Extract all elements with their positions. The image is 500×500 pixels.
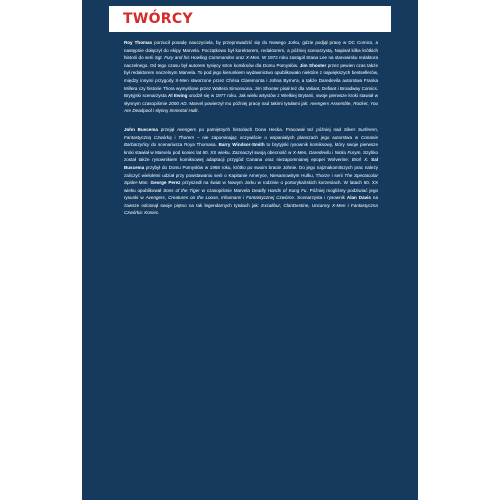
text-run: i (171, 134, 179, 140)
text-run: i (345, 202, 351, 208)
creator-name: Sal Buscema (124, 157, 378, 170)
creators-text (124, 39, 378, 217)
title-ref: Nicku Furym (334, 149, 361, 155)
title-ref: ClanDestine (283, 202, 309, 208)
text-run: . Później mogliśmy podziwiać jego rysunki w (124, 187, 379, 201)
text-run: i (330, 149, 335, 155)
text-run: – nie zapominając oczywiście o wspaniałych planszach jego autorstwa w (194, 134, 362, 140)
text-run: to brytyjski rysownik komiksowy, który swoje pierwsze kroki stawiał w Marvelu pod koniec lat 60. XX wieku. Zaznaczył swoją obecność w (124, 142, 378, 155)
title-ref: 2000 AD (168, 100, 187, 106)
text-run: i (241, 195, 247, 201)
title-ref: Uncanny X-Men (311, 202, 346, 208)
text-run: . (197, 108, 199, 114)
text-run: w czasopiśmie Marvela (199, 187, 252, 193)
creator-name: Roy Thomas (124, 40, 153, 45)
text-run: . Szybko został także rysownikiem komiksowej adaptacji przygód Conana oraz niezapomnianej epopei Wolverine: (124, 149, 379, 163)
creator-name: Alan Davis (346, 195, 371, 201)
title-ref: Rocket (353, 100, 368, 106)
text-run: po pamiętnych historiach Dona Hecka. Pracował też później nad (196, 126, 344, 132)
text-run: , (308, 202, 312, 208)
title-ref: Sons of the Tiger (163, 187, 200, 193)
title-ref: The Spectacular Spider-Man (124, 172, 379, 186)
title-ref: Deadly Hands of Kung Fu (251, 187, 307, 193)
creator-name: Al Ewing (168, 93, 188, 99)
title-ref: Creatures on the Loose (168, 195, 218, 201)
text-run: i słynny (151, 108, 170, 114)
title-ref: Fantastycznej Czwórce (246, 195, 294, 201)
title-ref: Avengers Assemble (309, 100, 351, 106)
artists-paragraph (124, 126, 378, 217)
text-run: . (147, 180, 151, 186)
text-run: , (217, 195, 222, 201)
title-ref: Broń X (351, 157, 368, 163)
text-run: , (350, 100, 354, 106)
title-ref: Fantastyczna Czwórka: Koniec (124, 202, 378, 216)
text-run: przyszedł na świat w Nowym Jorku w rodzinie o portorykańskich korzeniach. W latach 60. XX wieku opublikował (124, 180, 378, 193)
creator-name: Jim Shooter (299, 62, 327, 68)
creators-panel (82, 0, 418, 500)
text-run: przejął (157, 126, 177, 132)
text-run: , (164, 195, 169, 201)
text-run: , (376, 126, 379, 132)
text-run: porzucił posadę nauczyciela, by przeprowadzić się do Nowego Jorku, gdzie podjął pracę w DC Comics, a następnie dołączył do ekipy Marvela. Początkowo był korektorem, redaktorem, a później scenarzystą. Napisał kilka krótkich historii do serii (124, 40, 378, 61)
title-ref: Silver Surferem (343, 126, 377, 132)
writers-paragraph (124, 39, 378, 115)
title-ref: Fantastyczną Czwórką (124, 134, 172, 140)
title-ref: Immortal Hulk (169, 108, 198, 114)
title-ref: Excalibur (261, 202, 280, 208)
creator-name: John Buscema (124, 126, 158, 132)
text-run: do scenariusza Roya Thomasa. (149, 142, 219, 148)
text-run: . (367, 157, 372, 163)
title-ref: Sgt. Fury and his Howling Commandos (154, 55, 235, 61)
text-run: przybył do Domu Pomysłów w 1968 roku, krótko po swoim bracie Johnie. Do jego najznakomitszych prac należy zaliczyć wieloletni udział przy powstawaniu serii o Kapitanie Ameryce, Niesamowitym Hulku, Thorze i serii (124, 164, 378, 178)
text-run: . (158, 210, 160, 216)
text-run: , (280, 202, 284, 208)
creator-name: George Perez (150, 180, 181, 186)
section-header (109, 6, 391, 32)
title-ref: Daredevilu (309, 149, 331, 155)
title-ref: Inhumans (221, 195, 242, 201)
text-run: na zawsze odcisnął swoje piętno na tak legendarnych tytułach jak: (124, 195, 378, 208)
text-run: urodził się w 1977 roku. Jak wielu artystów z Wielkiej Brytanii, swoje pierwsze kroki stawiał w słynnym czasopiśmie (124, 93, 378, 106)
title-ref: Avengers (176, 126, 197, 132)
title-ref: Avengers (145, 195, 165, 201)
title-ref: Thorem (178, 134, 195, 140)
title-ref: You Are Deadpool (124, 100, 379, 114)
title-ref: X-Men (245, 55, 260, 61)
section-title: TWÓRCY (123, 11, 193, 27)
text-run: oraz (234, 55, 246, 61)
title-ref: X-Men (292, 149, 307, 155)
text-run: . Scenarzysta i rysownik (293, 195, 347, 201)
text-run: . Marvel powierzył mu później pracę nad takimi tytułami jak: (186, 100, 310, 106)
text-run: przez pewien czas także był redaktorem naczelnym Marvela. To pod jego kierunkiem wydawnictwo opublikowało niektóre z największych bestsellerów, między innymi przygody X-Men stworzone przez Chrisa Claremonta i Johna Byrne'a, a także Daredevila autorstwa Franka Millera czy historie Thora wymyślone przez Waltera Simonsona. Jim Shooter pisał też dla Valiant, Defiant i Broadway Comics. Brytyjski scenarzysta (124, 62, 378, 99)
creator-name: Barry Windsor-Smith (218, 142, 265, 148)
text-run: , (367, 100, 371, 106)
title-ref: Conanie Barbarzyńcy (124, 134, 378, 148)
text-run: . W 1972 roku zastąpił Stana Lee na stanowisku redaktora naczelnego. Od tego czasu był autorem tysięcy stron komiksów dla Domu Pomysłów. (124, 55, 378, 68)
text-run: , (306, 149, 310, 155)
